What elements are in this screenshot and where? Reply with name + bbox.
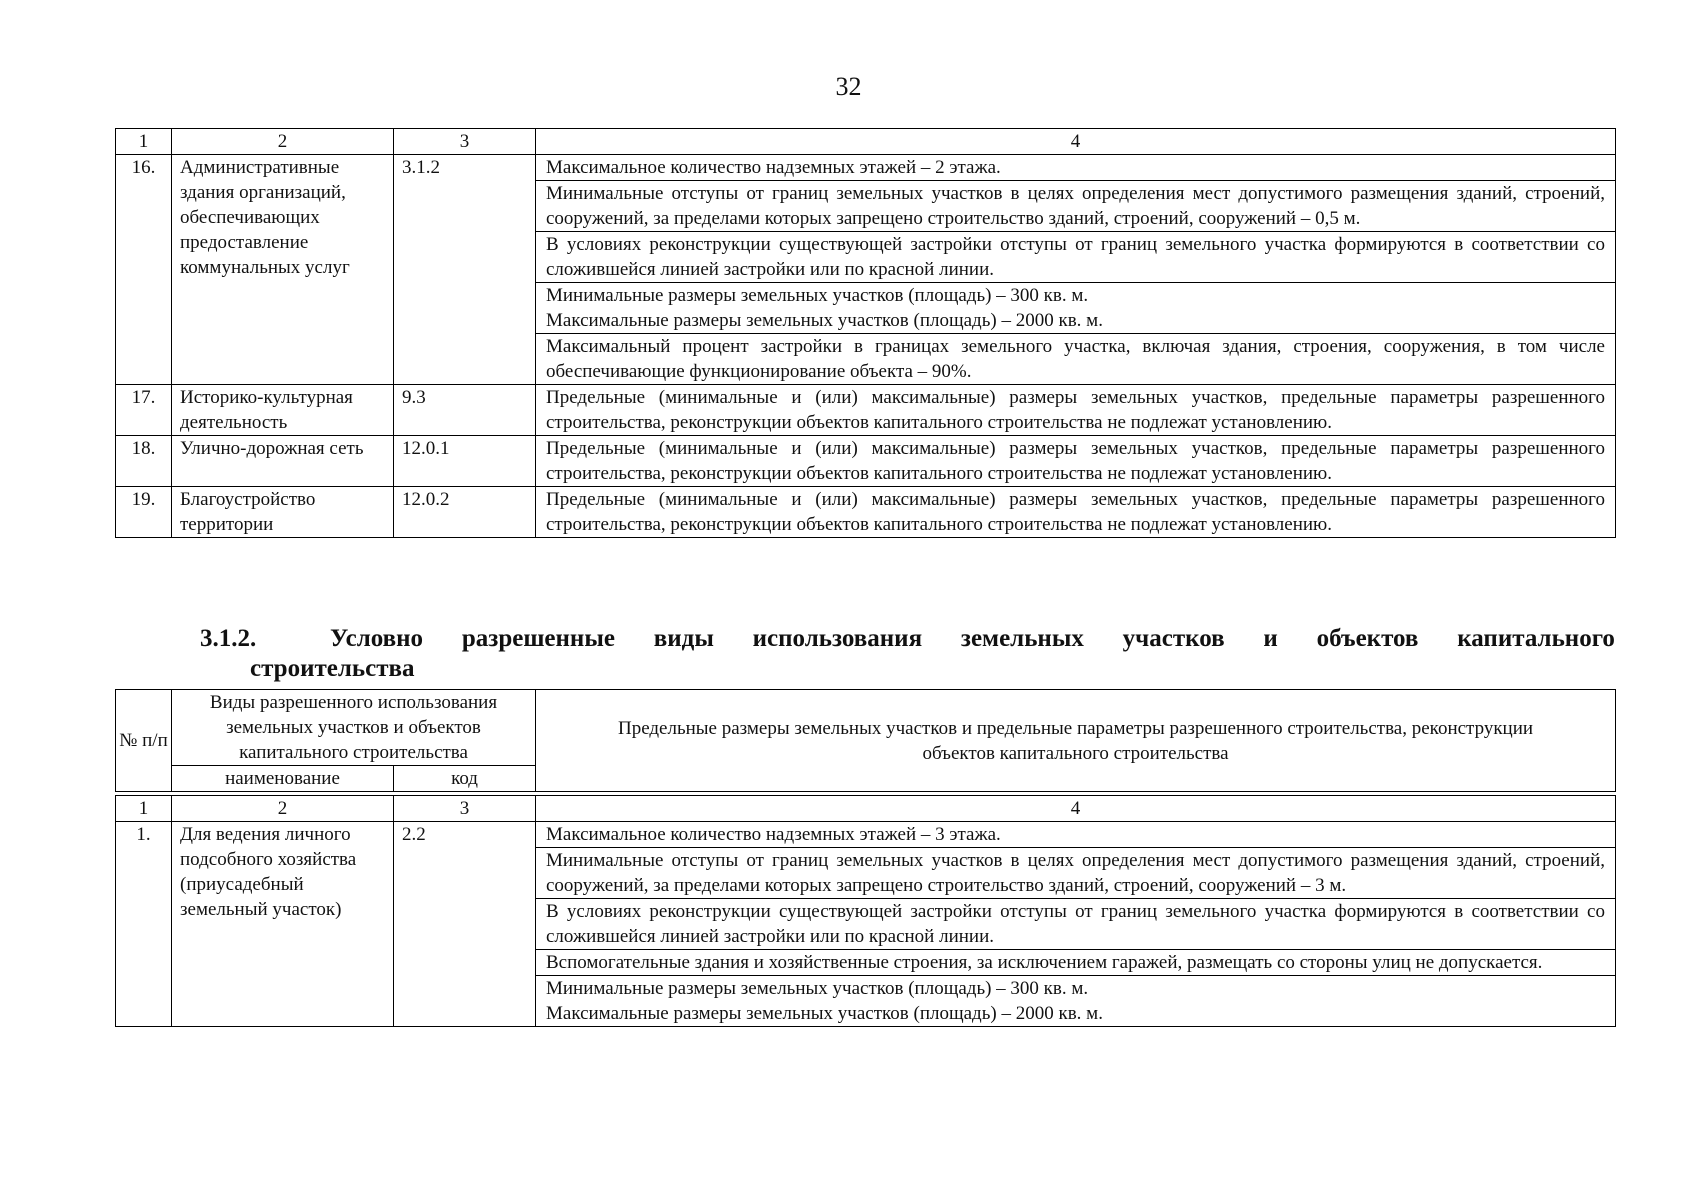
parameter-cell [536,976,1616,1027]
column-number: 1 [116,129,172,155]
column-number: 3 [394,796,536,822]
parameter-line: Максимальные размеры земельных участков (площадь) – 2000 кв. м. [546,1003,1103,1024]
section-title-line2: строительства [250,655,415,682]
heading-word: использования [752,625,923,652]
parameter-cell: Минимальные отступы от границ земельных участков в целях определения мест допустимого размещения зданий, строений, сооружений, за пределами которых запрещено строительство зданий, строений, сооружений – 0,5 м. [536,181,1616,232]
parameter-line: Минимальные размеры земельных участков (площадь) – 300 кв. м. [546,285,1089,306]
column-number: 4 [536,129,1616,155]
header-num: № п/п [116,690,172,792]
row-number: 1. [116,822,172,1027]
use-name: Административные здания организаций, обеспечивающих предоставление коммунальных услуг [172,155,394,385]
column-number: 2 [172,129,394,155]
row-number: 18. [116,436,172,487]
heading-word: Условно [330,625,424,652]
section-number: 3.1.2. [200,625,257,652]
section-heading [200,624,1615,684]
row-number: 17. [116,385,172,436]
table-row [116,822,1616,848]
use-name: Историко-культурная деятельность [172,385,394,436]
page-number: 32 [835,72,862,101]
header-params: Предельные размеры земельных участков и предельные параметры разрешенного строительства, реконструкции объектов капитального строительства [536,690,1616,792]
parameter-cell [536,283,1616,334]
header-kinds: Виды разрешенного использования земельных участков и объектов капитального строительства [172,690,536,766]
row-number: 19. [116,487,172,538]
column-number-row [116,129,1616,155]
column-number: 2 [172,796,394,822]
use-code: 12.0.2 [394,487,536,538]
heading-word: земельных [960,625,1084,652]
column-number: 4 [536,796,1616,822]
parameter-cell: Максимальное количество надземных этажей – 2 этажа. [536,155,1616,181]
parameter-cell: Максимальное количество надземных этажей – 3 этажа. [536,822,1616,848]
row-number: 16. [116,155,172,385]
heading-word: и [1263,625,1278,652]
parameter-cell: Предельные (минимальные и (или) максимальные) размеры земельных участков, предельные параметры разрешенного строительства, реконструкции объектов капитального строительства не подлежат установлению. [536,487,1616,538]
use-name: Для ведения личного подсобного хозяйства (приусадебный земельный участок) [172,822,394,1027]
table-row [116,436,1616,487]
table-row [116,385,1616,436]
conditional-uses-table [115,795,1616,1027]
table-row [116,155,1616,181]
use-code: 2.2 [394,822,536,1027]
header-code: код [394,766,536,792]
use-name: Улично-дорожная сеть [172,436,394,487]
parameter-cell: Вспомогательные здания и хозяйственные строения, за исключением гаражей, размещать со стороны улиц не допускается. [536,950,1616,976]
heading-word: разрешенные [461,625,615,652]
heading-word: капитального [1457,625,1615,652]
parameter-cell: Минимальные отступы от границ земельных участков в целях определения мест допустимого размещения зданий, строений, сооружений, за пределами которых запрещено строительство зданий, строений, сооружений – 3 м. [536,848,1616,899]
heading-word: виды [653,625,714,652]
parameter-line: Максимальные размеры земельных участков (площадь) – 2000 кв. м. [546,310,1103,331]
heading-word: участков [1122,625,1225,652]
parameter-cell: В условиях реконструкции существующей застройки отступы от границ земельного участка формируются в соответствии со сложившейся линией застройки или по красной линии. [536,232,1616,283]
parameter-line: Минимальные размеры земельных участков (площадь) – 300 кв. м. [546,978,1089,999]
column-number-row [116,796,1616,822]
parameter-cell: Предельные (минимальные и (или) максимальные) размеры земельных участков, предельные параметры разрешенного строительства, реконструкции объектов капитального строительства не подлежат установлению. [536,436,1616,487]
use-code: 9.3 [394,385,536,436]
permitted-uses-table-continued [115,128,1616,538]
parameter-cell: В условиях реконструкции существующей застройки отступы от границ земельного участка формируются в соответствии со сложившейся линией застройки или по красной линии. [536,899,1616,950]
header-row [116,690,1616,766]
heading-word: объектов [1316,625,1419,652]
column-number: 1 [116,796,172,822]
use-code: 3.1.2 [394,155,536,385]
parameter-cell: Максимальный процент застройки в границах земельного участка, включая здания, строения, сооружения, в том числе обеспечивающие функционирование объекта – 90%. [536,334,1616,385]
parameter-cell: Предельные (минимальные и (или) максимальные) размеры земельных участков, предельные параметры разрешенного строительства, реконструкции объектов капитального строительства не подлежат установлению. [536,385,1616,436]
use-code: 12.0.1 [394,436,536,487]
header-name: наименование [172,766,394,792]
conditional-uses-table-header [115,689,1616,792]
use-name: Благоустройство территории [172,487,394,538]
column-number: 3 [394,129,536,155]
table-row [116,487,1616,538]
